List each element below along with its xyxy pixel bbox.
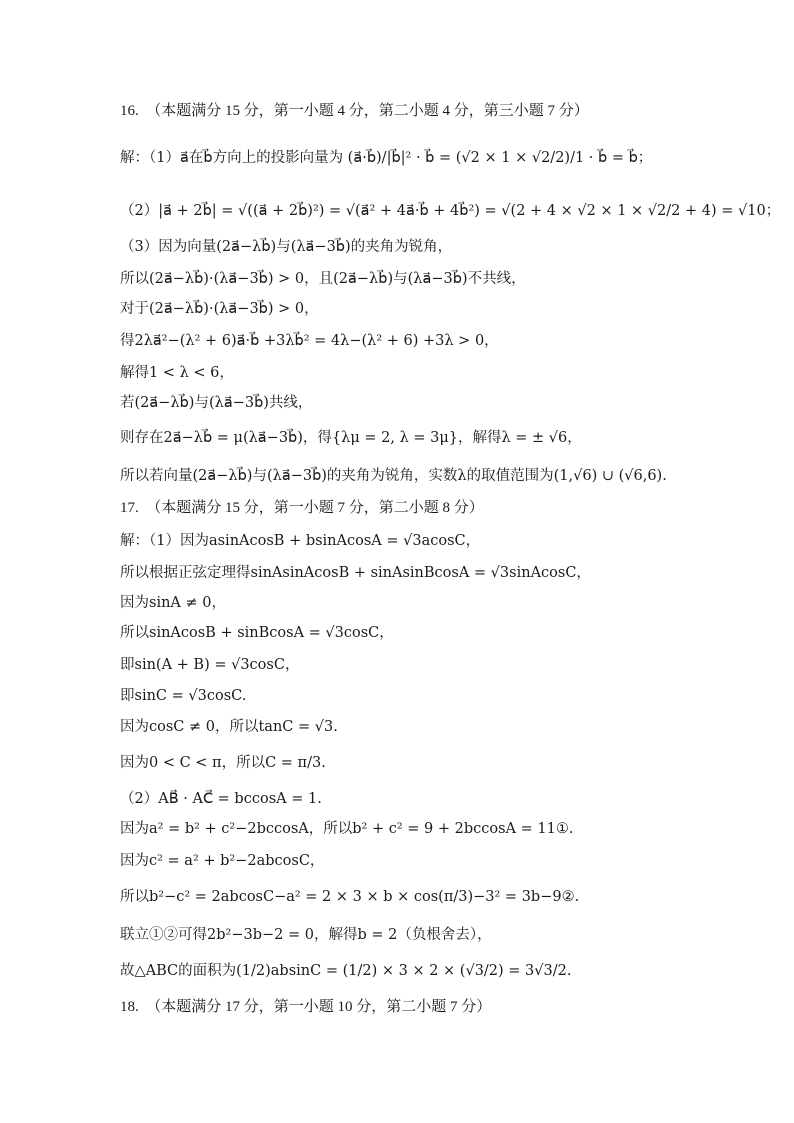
q17-part1-line1: 解：（1）因为asinAcosB + bsinAcosA = √3acosC，: [120, 533, 481, 549]
q16-part3-line6: 若(2a⃗−λb⃗)与(λa⃗−3b⃗)共线，: [120, 395, 313, 411]
q16-part1: 解：（1）a⃗在b⃗方向上的投影向量为 (a⃗·b⃗)/|b⃗|² · b⃗ = (√2 × 1 × √2/2)/1 · b⃗ = b⃗；: [120, 150, 653, 166]
q16-part3-line5: 解得1 < λ < 6，: [120, 365, 234, 381]
q17-part1-line8: 因为0 < C < π，所以C = π/3.: [120, 755, 326, 771]
question-17-header: 17. （本题满分 15 分，第一小题 7 分，第二小题 8 分）: [120, 500, 484, 516]
q16-part3-line7: 则存在2a⃗−λb⃗ = μ(λa⃗−3b⃗)，得{λμ = 2, λ = 3μ}，解得λ = ± √6，: [120, 430, 582, 446]
q16-conclusion: 所以若向量(2a⃗−λb⃗)与(λa⃗−3b⃗)的夹角为锐角，实数λ的取值范围为(1,√6) ∪ (√6,6).: [120, 468, 667, 484]
q16-part3-line2: 所以(2a⃗−λb⃗)·(λa⃗−3b⃗) > 0，且(2a⃗−λb⃗)与(λa⃗−3b⃗)不共线，: [120, 271, 526, 287]
q16-part3-line4: 得2λa⃗²−(λ² + 6)a⃗·b⃗ +3λb⃗² = 4λ−(λ² + 6) +3λ > 0，: [120, 333, 499, 349]
q17-part2-line5: 联立①②可得2b²−3b−2 = 0，解得b = 2（负根舍去），: [120, 927, 492, 943]
q17-part1-line3: 因为sinA ≠ 0，: [120, 595, 226, 611]
q17-part2-line6: 故△ABC的面积为(1/2)absinC = (1/2) × 3 × 2 × (√3/2) = 3√3/2.: [120, 963, 572, 979]
question-18-header: 18. （本题满分 17 分，第一小题 10 分，第二小题 7 分）: [120, 999, 492, 1015]
q17-part1-line2: 所以根据正弦定理得sinAsinAcosB + sinAsinBcosA = √3sinAcosC，: [120, 565, 591, 581]
q16-part2: （2）|a⃗ + 2b⃗| = √((a⃗ + 2b⃗)²) = √(a⃗² + 4a⃗·b⃗ + 4b⃗²) = √(2 + 4 × √2 × 1 × √2/2 + 4) = √10；: [120, 203, 781, 219]
q17-part1-line4: 所以sinAcosB + sinBcosA = √3cosC，: [120, 625, 394, 641]
q16-part3-line1: （3）因为向量(2a⃗−λb⃗)与(λa⃗−3b⃗)的夹角为锐角，: [120, 239, 453, 255]
q17-part1-line5: 即sin(A + B) = √3cosC，: [120, 657, 300, 673]
q16-part3-line3: 对于(2a⃗−λb⃗)·(λa⃗−3b⃗) > 0，: [120, 301, 319, 317]
question-16-header: 16. （本题满分 15 分，第一小题 4 分，第二小题 4 分，第三小题 7 分）: [120, 103, 589, 119]
q17-part1-line6: 即sinC = √3cosC.: [120, 688, 247, 704]
q17-part1-line7: 因为cosC ≠ 0，所以tanC = √3.: [120, 719, 338, 735]
q17-part2-line4: 所以b²−c² = 2abcosC−a² = 2 × 3 × b × cos(π/3)−3² = 3b−9②.: [120, 889, 580, 905]
q17-part2-line1: （2）AB⃗ · AC⃗ = bccosA = 1.: [120, 791, 322, 807]
q17-part2-line2: 因为a² = b² + c²−2bccosA，所以b² + c² = 9 + 2bccosA = 11①.: [120, 821, 574, 837]
q17-part2-line3: 因为c² = a² + b²−2abcosC，: [120, 853, 325, 869]
